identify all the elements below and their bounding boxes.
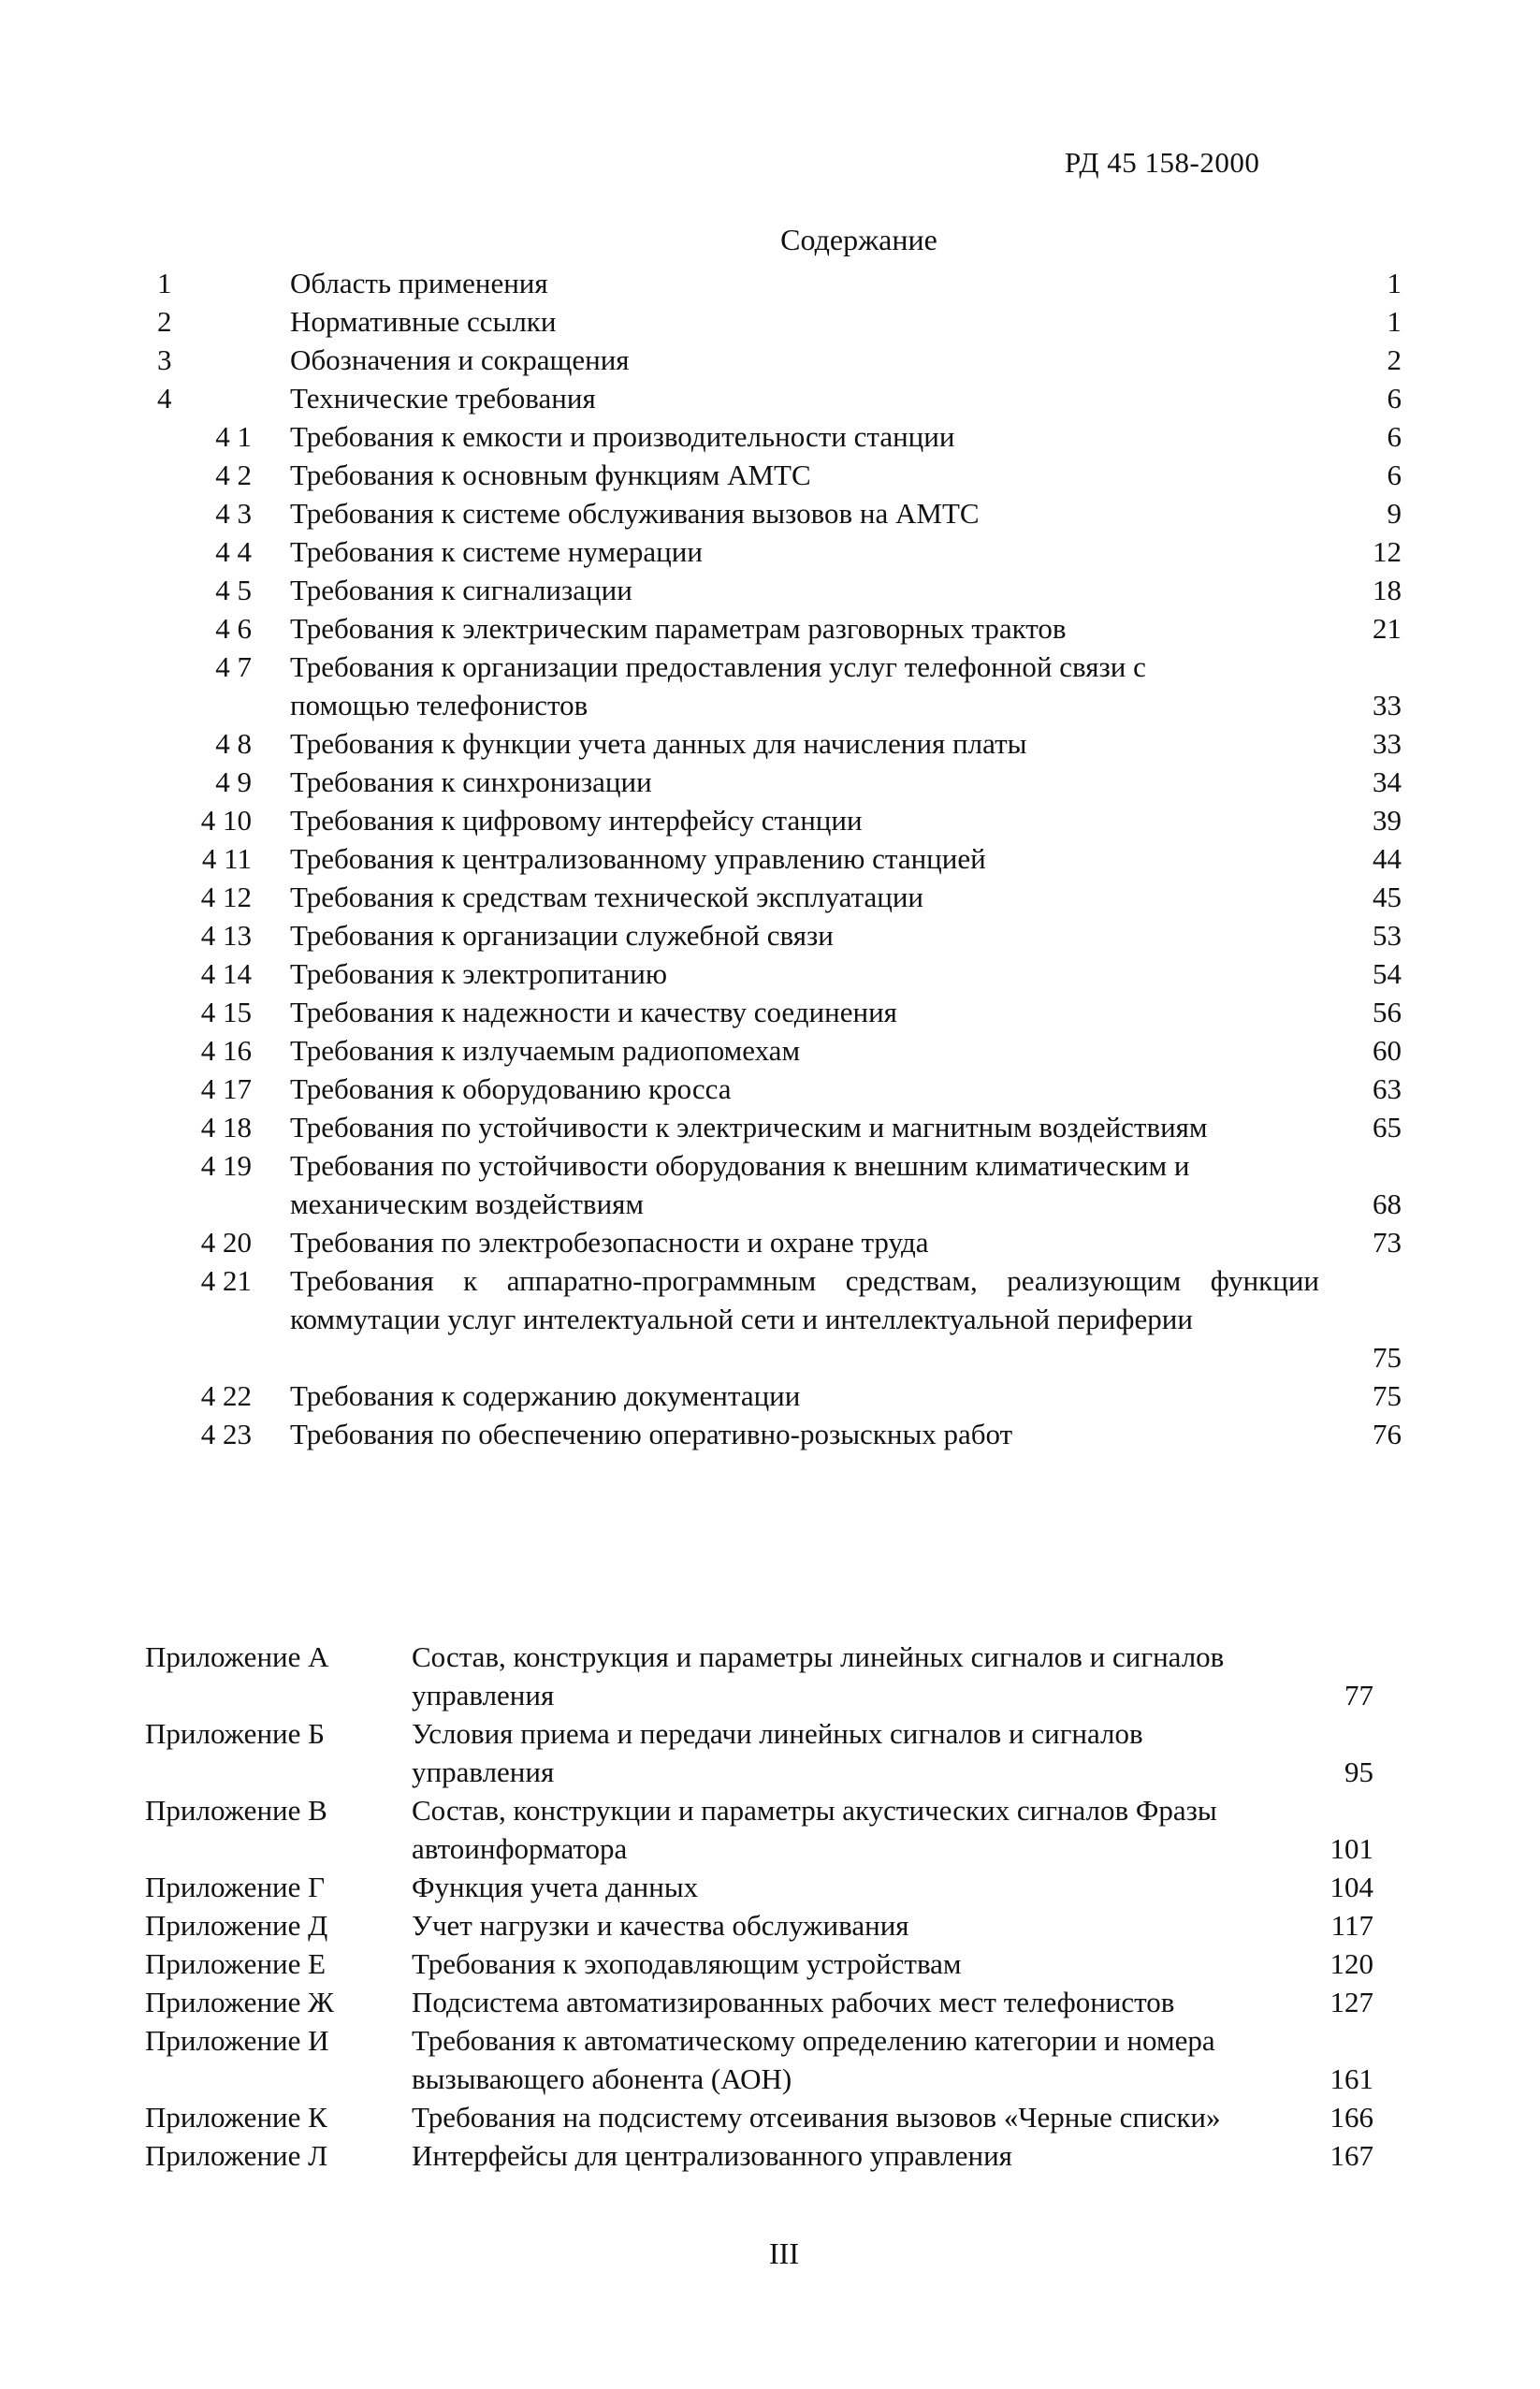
toc-num: 4 14: [200, 957, 252, 990]
toc-page: 65: [1373, 1111, 1402, 1144]
toc-row[interactable]: [0, 801, 1540, 839]
toc-text: Требования к аппаратно-программным средствам, реализующим функции коммутации услуг интелектуальной сети и интеллектуальной периферии: [290, 1264, 1319, 1335]
toc-num: 4 22: [200, 1379, 252, 1412]
toc-row[interactable]: [0, 379, 1540, 417]
toc-text: Требования к емкости и производительности станции: [290, 420, 955, 453]
toc-page: 56: [1373, 996, 1402, 1028]
appendix-page: 161: [1329, 2062, 1373, 2095]
toc-num: 4: [157, 382, 172, 415]
toc-page: 76: [1373, 1418, 1402, 1450]
appendix-text: Интерфейсы для централизованного управления: [412, 2139, 1012, 2172]
toc-text: Требования по электробезопасности и охране труда: [290, 1226, 929, 1259]
toc-row[interactable]: [0, 532, 1540, 571]
toc-num: 4 3: [215, 497, 252, 530]
toc-page: 6: [1387, 382, 1402, 415]
toc-num: 4 19: [200, 1149, 252, 1182]
toc-num: 4 8: [215, 727, 252, 760]
toc-row[interactable]: [0, 993, 1540, 1031]
toc-row[interactable]: [0, 1223, 1540, 1261]
appendix-row[interactable]: [0, 2136, 1540, 2175]
toc-row[interactable]: [0, 724, 1540, 763]
toc-row[interactable]: [0, 1261, 1540, 1377]
appendix-label: Приложение Д: [145, 1909, 328, 1942]
toc-num: 4 15: [200, 996, 252, 1028]
toc-num: 4 16: [200, 1034, 252, 1067]
appendix-label: Приложение Е: [145, 1947, 327, 1980]
toc-num: 4 17: [200, 1072, 252, 1105]
toc-num: 4 1: [215, 420, 252, 453]
appendix-page: 101: [1329, 1832, 1373, 1865]
toc-row[interactable]: [0, 839, 1540, 878]
appendix-text: Требования на подсистему отсеивания вызовов «Черные списки»: [412, 2101, 1221, 2134]
toc-num: 4 5: [215, 574, 252, 606]
toc-num: 4 6: [215, 612, 252, 645]
toc-list: [0, 264, 1540, 1453]
toc-text: Требования к электропитанию: [290, 957, 668, 990]
toc-text: Нормативные ссылки: [290, 305, 557, 338]
toc-row[interactable]: [0, 916, 1540, 954]
toc-row[interactable]: [0, 456, 1540, 494]
appendix-row[interactable]: [0, 2021, 1540, 2098]
appendix-label: Приложение А: [145, 1640, 329, 1673]
appendix-row[interactable]: [0, 2098, 1540, 2136]
toc-num: 4 21: [200, 1264, 252, 1297]
toc-text: Обозначения и сокращения: [290, 343, 630, 376]
appendix-text: Учет нагрузки и качества обслуживания: [412, 1909, 909, 1942]
toc-num: 1: [157, 267, 172, 299]
toc-num: 4 10: [200, 804, 252, 837]
toc-page: 2: [1387, 343, 1402, 376]
toc-text: Требования к централизованному управлению станцией: [290, 842, 986, 875]
toc-num: 4 18: [200, 1111, 252, 1144]
appendix-page: 127: [1329, 1986, 1373, 2018]
appendix-label: Приложение Л: [145, 2139, 328, 2172]
toc-text: Требования к сигнализации: [290, 574, 632, 606]
toc-page: 39: [1373, 804, 1402, 837]
appendix-text: Функция учета данных: [412, 1871, 699, 1903]
toc-text: Требования по обеспечению оперативно-розыскных работ: [290, 1418, 1013, 1450]
toc-text: Требования к надежности и качеству соединения: [290, 996, 897, 1028]
toc-text: Требования по устойчивости оборудования к внешним климатическим и механическим воздействиям: [290, 1149, 1190, 1220]
toc-row[interactable]: [0, 1070, 1540, 1108]
toc-page: 21: [1373, 612, 1402, 645]
toc-text: Требования к системе обслуживания вызовов на АМТС: [290, 497, 980, 530]
toc-num: 4 20: [200, 1226, 252, 1259]
toc-row[interactable]: [0, 302, 1540, 341]
appendix-page: 117: [1330, 1909, 1373, 1942]
toc-num: 3: [157, 343, 172, 376]
toc-text: Требования к системе нумерации: [290, 535, 703, 568]
toc-text: Требования к основным функциям АМТС: [290, 459, 811, 491]
toc-row[interactable]: [0, 954, 1540, 993]
toc-text: Требования к синхронизации: [290, 765, 652, 798]
appendix-text: Требования к эхоподавляющим устройствам: [412, 1947, 962, 1980]
toc-page: 33: [1373, 689, 1402, 721]
appendix-text: Подсистема автоматизированных рабочих мест телефонистов: [412, 1986, 1175, 2018]
appendix-list: [0, 1638, 1540, 2175]
appendix-text: Условия приема и передачи линейных сигналов и сигналов управления: [412, 1717, 1143, 1788]
toc-page: 75: [1373, 1341, 1402, 1374]
toc-row[interactable]: [0, 264, 1540, 302]
appendix-label: Приложение К: [145, 2101, 327, 2134]
appendix-label: Приложение Г: [145, 1871, 326, 1903]
toc-text: Требования к функции учета данных для начисления платы: [290, 727, 1027, 760]
appendix-text: Требования к автоматическому определению категории и номера вызывающего абонента (АОН): [412, 2024, 1215, 2095]
toc-page: 53: [1373, 919, 1402, 952]
toc-page: 1: [1387, 305, 1402, 338]
toc-page: 12: [1373, 535, 1402, 568]
toc-num: 4 11: [201, 842, 252, 875]
toc-text: Требования к организации предоставления услуг телефонной связи с помощью телефонистов: [290, 650, 1146, 721]
toc-page: 73: [1373, 1226, 1402, 1259]
appendix-row[interactable]: [0, 1638, 1540, 1714]
appendix-row[interactable]: [0, 1714, 1540, 1791]
appendix-page: 120: [1329, 1947, 1373, 1980]
appendix-page: 95: [1344, 1755, 1373, 1788]
toc-row[interactable]: [0, 1377, 1540, 1415]
toc-row[interactable]: [0, 1108, 1540, 1146]
appendix-row[interactable]: [0, 1906, 1540, 1945]
toc-text: Требования по устойчивости к электрическим и магнитным воздействиям: [290, 1111, 1208, 1144]
toc-title: Содержание: [780, 223, 937, 256]
appendix-label: Приложение И: [145, 2024, 329, 2057]
appendix-label: Приложение В: [145, 1794, 327, 1827]
toc-num: 4 7: [215, 650, 252, 683]
toc-text: Требования к электрическим параметрам разговорных трактов: [290, 612, 1067, 645]
appendix-row[interactable]: [0, 1945, 1540, 1983]
appendix-row[interactable]: [0, 1983, 1540, 2021]
toc-page: 6: [1387, 459, 1402, 491]
toc-page: 34: [1373, 765, 1402, 798]
toc-num: 2: [157, 305, 172, 338]
toc-page: 54: [1373, 957, 1402, 990]
toc-page: 18: [1373, 574, 1402, 606]
appendix-page: 77: [1344, 1679, 1373, 1712]
toc-page: 6: [1387, 420, 1402, 453]
toc-text: Требования к содержанию документации: [290, 1379, 801, 1412]
toc-row[interactable]: [0, 609, 1540, 648]
toc-page: 9: [1387, 497, 1402, 530]
toc-row[interactable]: [0, 648, 1540, 724]
appendix-label: Приложение Ж: [145, 1986, 334, 2018]
toc-page: 60: [1373, 1034, 1402, 1067]
toc-page: 33: [1373, 727, 1402, 760]
toc-page: 75: [1373, 1379, 1402, 1412]
appendix-label: Приложение Б: [145, 1717, 325, 1750]
toc-row[interactable]: [0, 417, 1540, 456]
toc-num: 4 4: [215, 535, 252, 568]
appendix-row[interactable]: [0, 1868, 1540, 1906]
toc-page: 63: [1373, 1072, 1402, 1105]
toc-row[interactable]: [0, 763, 1540, 801]
appendix-page: 104: [1329, 1871, 1373, 1903]
toc-text: Технические требования: [290, 382, 596, 415]
toc-text: Область применения: [290, 267, 548, 299]
toc-row[interactable]: [0, 494, 1540, 532]
toc-text: Требования к средствам технической эксплуатации: [290, 881, 924, 913]
appendix-page: 166: [1329, 2101, 1373, 2134]
toc-page: 45: [1373, 881, 1402, 913]
toc-num: 4 2: [215, 459, 252, 491]
toc-text: Требования к организации служебной связи: [290, 919, 834, 952]
toc-page: 1: [1387, 267, 1402, 299]
toc-num: 4 12: [200, 881, 252, 913]
toc-page: 68: [1373, 1187, 1402, 1220]
toc-text: Требования к оборудованию кросса: [290, 1072, 732, 1105]
page-number: III: [769, 2236, 799, 2270]
toc-row[interactable]: [0, 571, 1540, 609]
appendix-page: 167: [1329, 2139, 1373, 2172]
toc-row[interactable]: [0, 1031, 1540, 1070]
toc-num: 4 9: [215, 765, 252, 798]
toc-num: 4 13: [200, 919, 252, 952]
appendix-row[interactable]: [0, 1791, 1540, 1868]
appendix-text: Состав, конструкции и параметры акустических сигналов Фразы автоинформатора: [412, 1794, 1217, 1865]
toc-row[interactable]: [0, 341, 1540, 379]
document-code: РД 45 158-2000: [1065, 146, 1260, 179]
toc-num: 4 23: [200, 1418, 252, 1450]
appendix-text: Состав, конструкция и параметры линейных сигналов и сигналов управления: [412, 1640, 1225, 1712]
toc-row[interactable]: [0, 1415, 1540, 1453]
toc-row[interactable]: [0, 878, 1540, 916]
toc-row[interactable]: [0, 1146, 1540, 1223]
toc-page: 44: [1373, 842, 1402, 875]
toc-text: Требования к излучаемым радиопомехам: [290, 1034, 801, 1067]
toc-text: Требования к цифровому интерфейсу станции: [290, 804, 863, 837]
